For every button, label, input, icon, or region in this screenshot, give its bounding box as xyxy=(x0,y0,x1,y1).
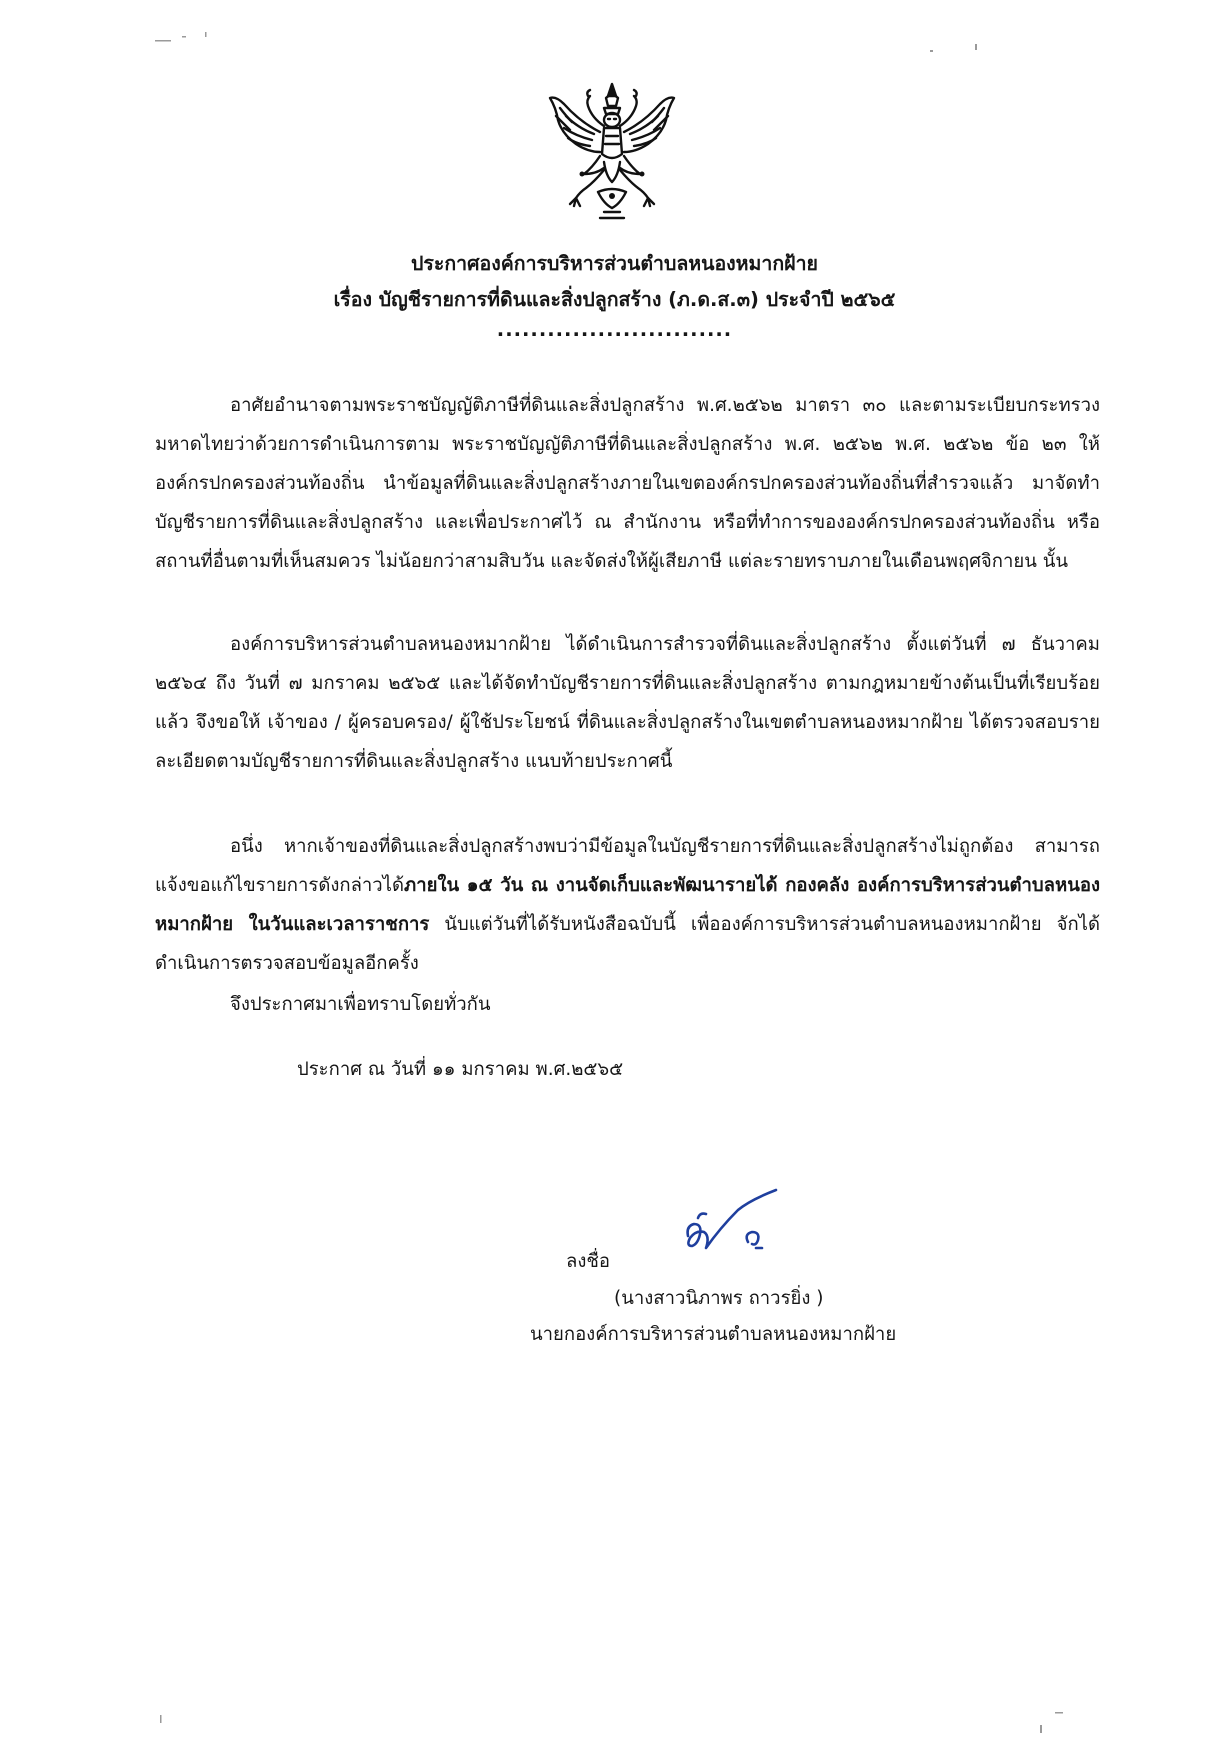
paragraph-3-text-a: อนึ่ง หากเจ้าของที่ดินและสิ่งปลูกสร้างพบว่ามีข้อมูลในบัญชีรายการที่ดินและสิ่งปลูกสร้างไม่ถูกต้อง สามารถแจ้งขอแก้ไขรายการดังกล่าวได้ xyxy=(155,836,1100,896)
paragraph-3-bold-text: ภายใน ๑๕ วัน ณ งานจัดเก็บและพัฒนารายได้ กองคลัง องค์การบริหารส่วนตำบลหนองหมากฝ้าย ในวันและเวลาราชการ xyxy=(155,875,1100,935)
document-title: ประกาศองค์การบริหารส่วนตำบลหนองหมากฝ้าย xyxy=(411,252,818,275)
closing-line: จึงประกาศมาเพื่อทราบโดยทั่วกัน xyxy=(230,994,491,1015)
title-separator: ............................ xyxy=(496,318,733,341)
body-paragraph-1 xyxy=(155,386,1100,581)
handwritten-signature xyxy=(680,1188,800,1268)
paragraph-1-text: อาศัยอำนาจตามพระราชบัญญัติภาษีที่ดินและสิ่งปลูกสร้าง พ.ศ.๒๕๖๒ มาตรา ๓๐ และตามระเบียบกระทรวงมหาดไทยว่าด้วยการดำเนินการตาม พระราชบัญญัติภาษีที่ดินและสิ่งปลูกสร้าง พ.ศ. ๒๕๖๒ พ.ศ. ๒๕๖๒ ข้อ ๒๓ ให้องค์กรปกครองส่วนท้องถิ่น นำข้อมูลที่ดินและสิ่งปลูกสร้างภายในเขตองค์กรปกครองส่วนท้องถิ่นที่สำรวจแล้ว มาจัดทำบัญชีรายการที่ดินและสิ่งปลูกสร้าง และเพื่อประกาศไว้ ณ สำนักงาน หรือที่ทำการขององค์กรปกครองส่วนท้องถิ่น หรือสถานที่อื่นตามที่เห็นสมควร ไม่น้อยกว่าสามสิบวัน และจัดส่งให้ผู้เสียภาษี แต่ละรายทราบภายในเดือนพฤศจิกายน นั้น xyxy=(155,395,1100,572)
announcement-date: ประกาศ ณ วันที่ ๑๑ มกราคม พ.ศ.๒๕๖๕ xyxy=(297,1059,624,1080)
body-paragraph-2 xyxy=(155,625,1100,781)
body-paragraph-3 xyxy=(155,827,1100,983)
signature-label: ลงชื่อ xyxy=(566,1251,611,1272)
garuda-emblem-icon xyxy=(542,82,682,222)
paragraph-3-text-b: นับแต่วันที่ได้รับหนังสือฉบับนี้ เพื่อองค์การบริหารส่วนตำบลหนองหมากฝ้าย จักได้ดำเนินการตรวจสอบข้อมูลอีกครั้ง xyxy=(155,914,1100,974)
document-subject: เรื่อง บัญชีรายการที่ดินและสิ่งปลูกสร้าง (ภ.ด.ส.๓) ประจำปี ๒๕๖๕ xyxy=(333,288,896,311)
signer-name: (นางสาวนิภาพร ถาวรยิ่ง ) xyxy=(614,1288,824,1309)
signer-position: นายกองค์การบริหารส่วนตำบลหนองหมากฝ้าย xyxy=(530,1324,897,1345)
paragraph-2-text: องค์การบริหารส่วนตำบลหนองหมากฝ้าย ได้ดำเนินการสำรวจที่ดินและสิ่งปลูกสร้าง ตั้งแต่วันที่ ๗ ธันวาคม ๒๕๖๔ ถึง วันที่ ๗ มกราคม ๒๕๖๕ และได้จัดทำบัญชีรายการที่ดินและสิ่งปลูกสร้าง ตามกฎหมายข้างต้นเป็นที่เรียบร้อยแล้ว จึงขอให้ เจ้าของ / ผู้ครอบครอง/ ผู้ใช้ประโยชน์ ที่ดินและสิ่งปลูกสร้างในเขตตำบลหนองหมากฝ้าย ได้ตรวจสอบรายละเอียดตามบัญชีรายการที่ดินและสิ่งปลูกสร้าง แนบท้ายประกาศนี้ xyxy=(155,634,1100,772)
